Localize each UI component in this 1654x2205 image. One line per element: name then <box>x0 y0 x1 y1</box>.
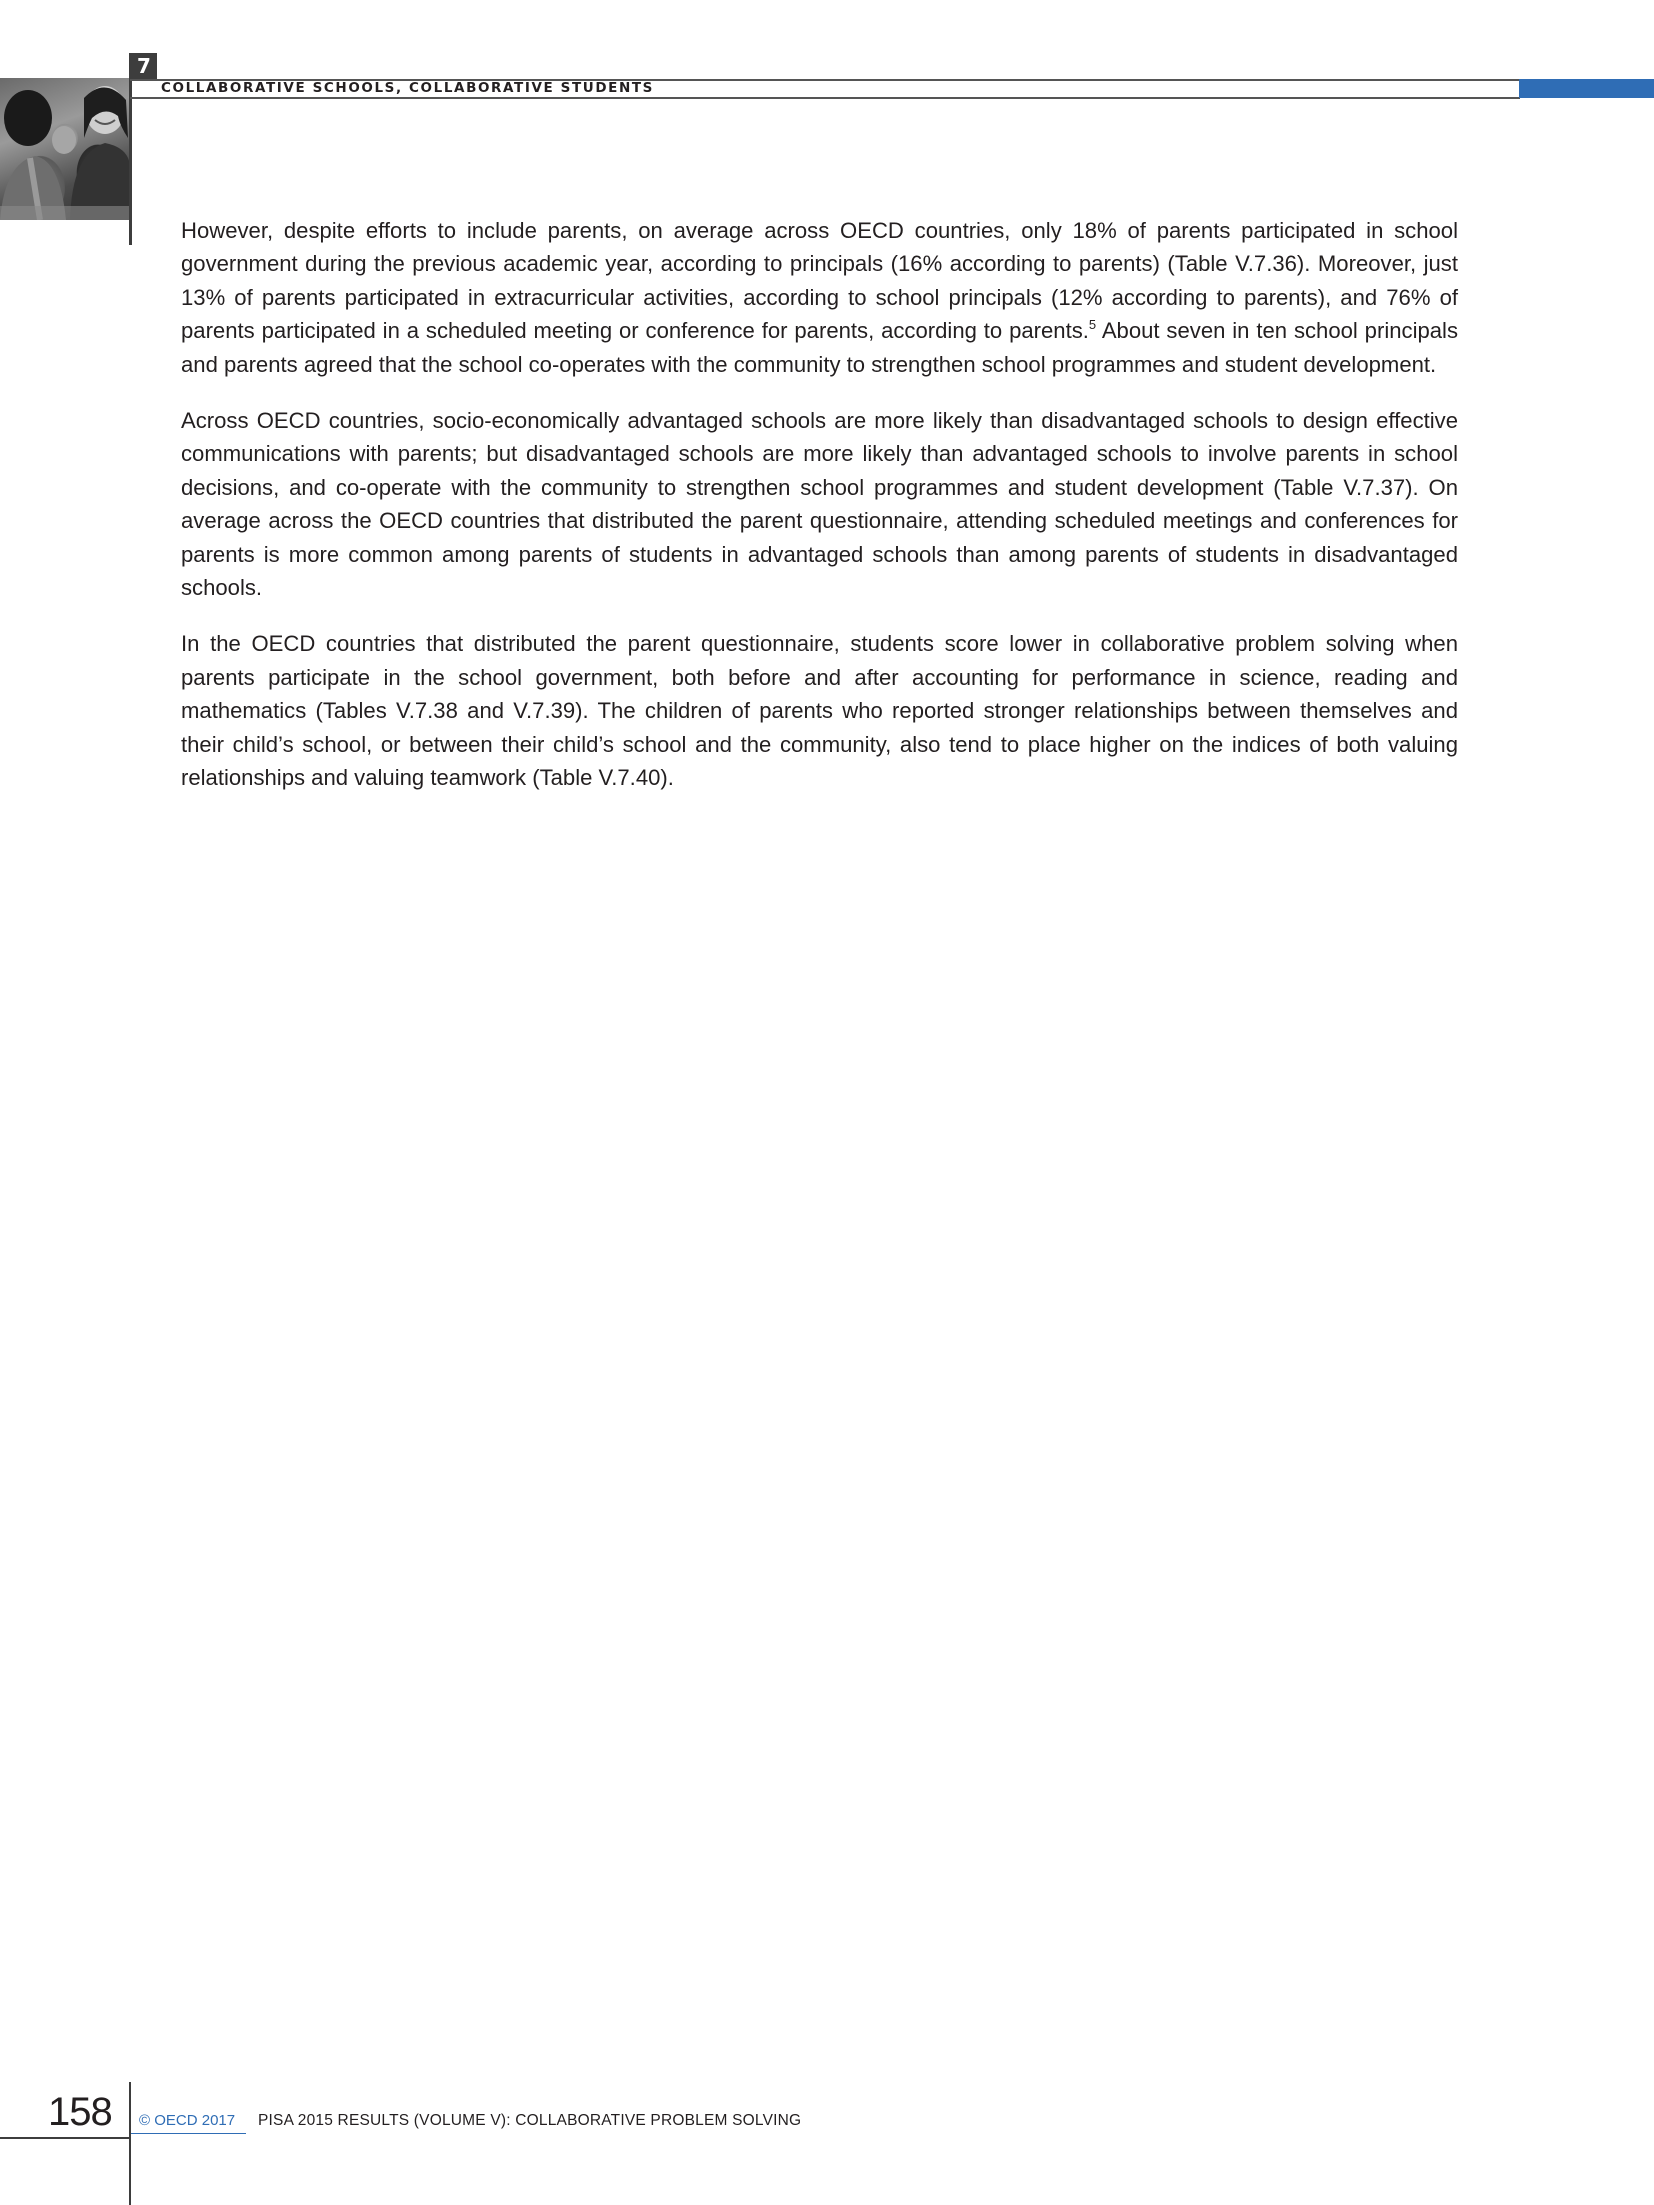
paragraph-3: In the OECD countries that distributed the parent questionnaire, students score lower in collaborative problem solving when parents participate in the school government, both before and after accounting for performance in science, reading and mathematics (Tables V.7.38 and V.7.39). The children of parents who reported stronger relationships between themselves and their child’s school, or between their child’s school and the community, also tend to place higher on the indices of both valuing relationships and valuing teamwork (Table V.7.40). <box>181 631 1458 791</box>
header-vertical-rule <box>129 53 132 245</box>
footer-accent-rule <box>131 2133 246 2134</box>
header-students-photo <box>0 78 130 220</box>
paragraph-2: Across OECD countries, socio-economically advantaged schools are more likely than disadvantaged schools to design effective communications with parents; but disadvantaged schools are more likely than advantaged schools to involve parents in school decisions, and co-operate with the community to strengthen school programmes and student development (Table V.7.37). On average across the OECD countries that distributed the parent questionnaire, attending scheduled meetings and conferences for parents is more common among parents of students in advantaged schools than among parents of students in disadvantaged schools. <box>181 408 1458 601</box>
main-body-text <box>181 214 1458 818</box>
footer-horizontal-rule <box>0 2137 130 2139</box>
header-accent-bar <box>1519 79 1654 98</box>
footer-vertical-rule <box>129 2082 131 2205</box>
paragraph-1 <box>181 214 1458 381</box>
footnote-reference[interactable]: 5 <box>1088 317 1097 333</box>
paragraph-1-text: However, despite efforts to include parents, on average across OECD countries, only 18% of parents participated in school government during the previous academic year, according to principals (16% according to parents) (Table V.7.36). Moreover, just 13% of parents participated in extracurricular activities, according to school principals (12% according to parents), and 76% of parents participated in a scheduled meeting or conference for parents, according to parents. <box>181 218 1458 344</box>
header-rule-bottom <box>130 97 1520 99</box>
footer-publication-title: PISA 2015 RESULTS (VOLUME V): COLLABORATIVE PROBLEM SOLVING <box>258 2112 802 2129</box>
running-head: COLLABORATIVE SCHOOLS, COLLABORATIVE STUDENTS <box>161 80 654 96</box>
paragraph-1-text-continued: About seven in ten school principals and parents agreed that the school co-operates with the community to strengthen school programmes and student development. <box>181 318 1459 377</box>
chapter-number-badge: 7 <box>131 53 157 79</box>
students-photo-icon <box>0 78 130 220</box>
page-number: 158 <box>48 2090 112 2134</box>
footer-copyright: © OECD 2017 <box>139 2112 236 2129</box>
